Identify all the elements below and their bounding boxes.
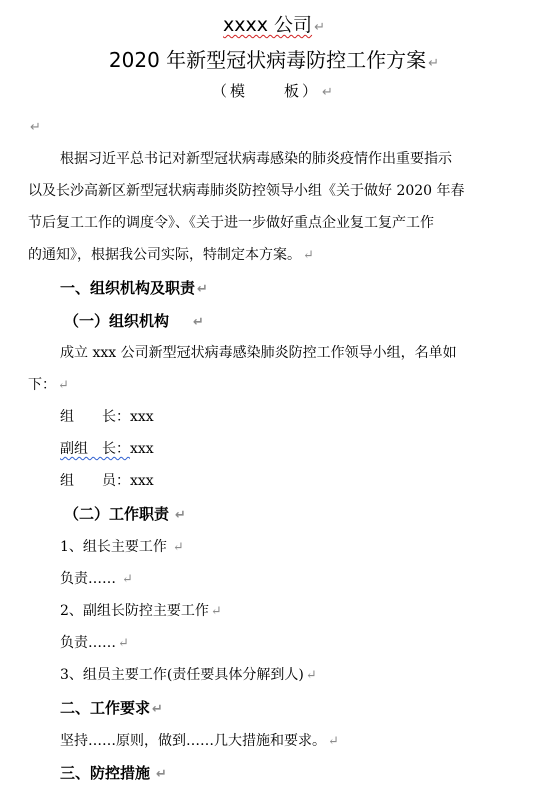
paragraph-mark-icon: ↵ (118, 636, 129, 651)
company-name (0, 10, 548, 37)
title-text: 2020 年新型冠状病毒防控工作方案 (108, 48, 427, 72)
paragraph-mark-icon: ↵ (322, 85, 336, 100)
paragraph-mark-icon: ↵ (303, 248, 314, 263)
paragraph-mark-icon: ↵ (197, 282, 208, 297)
company-text: xxxx 公司 (223, 14, 313, 36)
paragraph-mark-icon: ↵ (428, 56, 440, 71)
section1-heading (60, 277, 208, 298)
heading-text: 一、组织机构及职责 (60, 279, 196, 297)
heading-text: （二）工作职责 (64, 505, 170, 523)
document-title (0, 44, 548, 73)
heading-text: 二、工作要求 (60, 699, 151, 717)
empty-paragraph (28, 116, 41, 135)
paragraph-mark-icon: ↵ (175, 508, 186, 523)
org-text-line: 成立 xxx 公司新型冠状病毒感染肺炎防控工作领导小组，名单如 (60, 345, 457, 361)
paragraph-mark-icon: ↵ (30, 120, 41, 135)
section2-text (60, 730, 339, 750)
intro-line (28, 244, 314, 264)
heading-text: （一）组织机构 (64, 312, 170, 330)
intro-line: 节后复工工作的调度令》、《关于进一步做好重点企业复工复产工作 (28, 215, 434, 231)
member-role: 组 长： (60, 409, 130, 425)
section3-heading (60, 762, 167, 783)
paragraph-mark-icon: ↵ (122, 572, 133, 587)
paragraph-mark-icon: ↵ (156, 767, 167, 782)
requirement-text: 坚持……原则，做到……几大措施和要求。 (60, 733, 326, 749)
intro-text: 的通知》，根据我公司实际，特制定本方案。 (28, 247, 301, 263)
member-row (60, 438, 154, 458)
paragraph-mark-icon: ↵ (210, 604, 222, 619)
member-name: xxx (130, 409, 154, 425)
subtitle-text: （模 板） (212, 82, 321, 100)
intro-line: 根据习近平总书记对新型冠状病毒感染的肺炎疫情作出重要指示 (60, 151, 452, 167)
paragraph-mark-icon: ↵ (305, 668, 317, 683)
member-row (60, 470, 154, 490)
sub1-heading (64, 310, 204, 331)
paragraph-mark-icon: ↵ (314, 20, 325, 35)
paragraph-mark-icon: ↵ (172, 540, 184, 555)
document-subtitle (0, 80, 548, 101)
member-name: xxx (130, 473, 154, 489)
org-text-line (28, 374, 69, 394)
duty-item (60, 568, 133, 588)
duty-text: 负责…… (60, 635, 116, 651)
sub2-heading (64, 503, 186, 524)
duty-text: 3、组员主要工作(责任要具体分解到人) (60, 667, 304, 683)
duty-text: 1、组长主要工作 (60, 539, 167, 555)
member-name: xxx (130, 441, 154, 457)
heading-text: 三、防控措施 (60, 764, 151, 782)
duty-text: 2、副组长防控主要工作 (60, 603, 209, 619)
duty-item (60, 600, 222, 620)
paragraph-mark-icon: ↵ (58, 378, 69, 393)
paragraph-mark-icon: ↵ (152, 702, 163, 717)
duty-text: 负责…… (60, 571, 116, 587)
duty-item (60, 664, 317, 684)
duty-item (60, 536, 184, 556)
paragraph-mark-icon: ↵ (193, 315, 204, 330)
member-role: 组 员： (60, 473, 130, 489)
duty-item (60, 632, 129, 652)
intro-line: 以及长沙高新区新型冠状病毒肺炎防控领导小组《关于做好 2020 年春 (28, 183, 465, 199)
member-row (60, 406, 154, 426)
section2-heading (60, 697, 163, 718)
org-text: 下： (28, 377, 56, 393)
member-role: 副组 长： (60, 441, 130, 457)
paragraph-mark-icon: ↵ (328, 734, 339, 749)
